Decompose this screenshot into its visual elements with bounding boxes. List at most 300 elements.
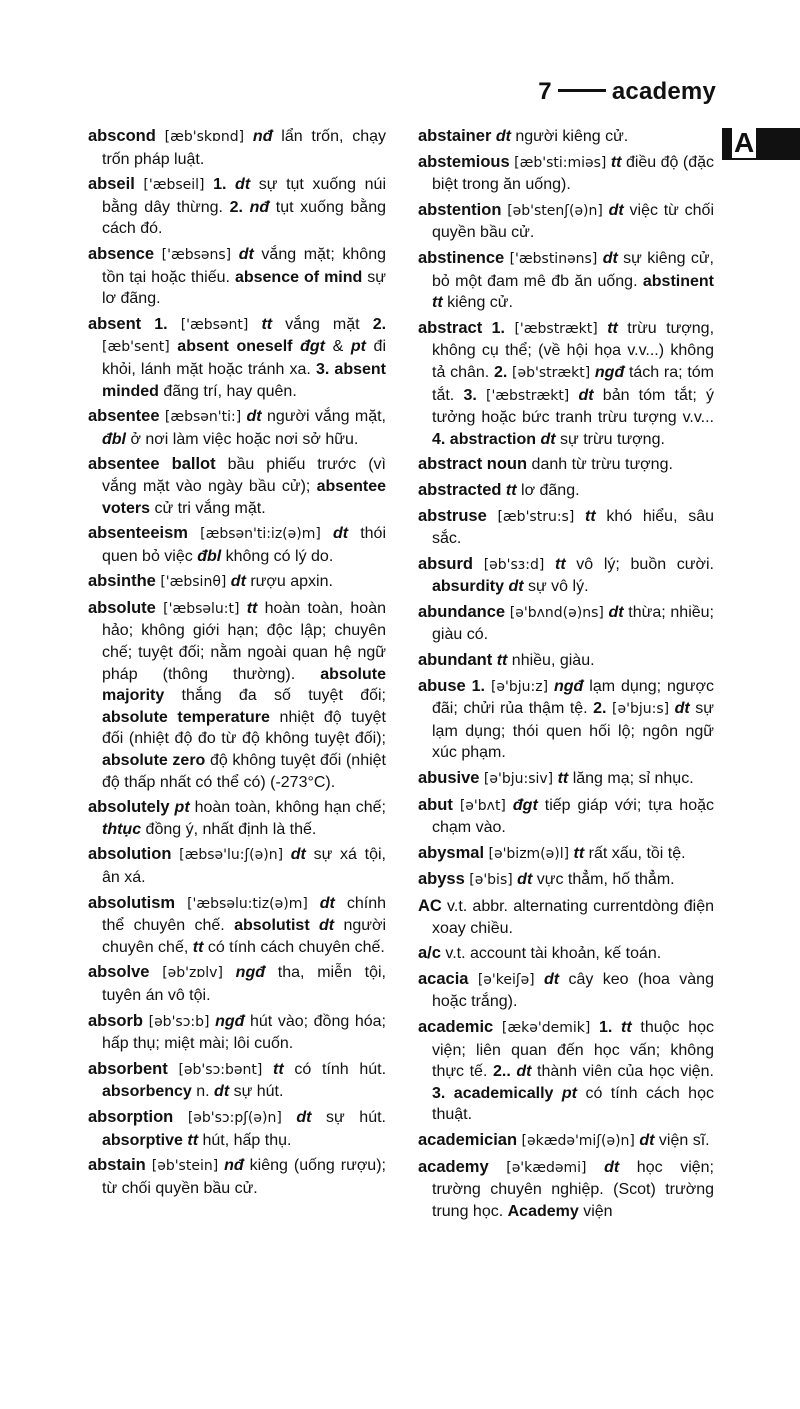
bold-term: 2.. (492, 1063, 511, 1081)
dictionary-entry (88, 797, 386, 840)
definition-text: bản tóm tắt; ý tưởng hoặc bức tranh trừu tượng v.v... (432, 386, 714, 427)
definition-text: thừa; nhiều; giàu có. (432, 603, 714, 644)
headword: academy (418, 1157, 489, 1176)
pronunciation: ['æbsinθ] (160, 574, 227, 591)
headword: absolutism (88, 893, 176, 912)
bold-term: 2. (593, 700, 607, 718)
bold-term: Academy (507, 1202, 579, 1220)
pronunciation: [əb'sɔ:bənt] (178, 1061, 263, 1078)
part-of-speech: tt (607, 319, 618, 337)
dictionary-entry (88, 1107, 386, 1151)
bold-term: absorptive (102, 1131, 183, 1149)
dictionary-entry (88, 1059, 386, 1103)
headword: abstention (418, 200, 502, 219)
bold-term: 1. (213, 176, 227, 194)
definition-text: sự kiêng cử, bỏ một đam mê đb ăn uống. (432, 249, 715, 290)
definition-text (244, 128, 253, 145)
definition-text: lăng mạ; sỉ nhục. (568, 770, 694, 788)
definition-text (223, 964, 236, 981)
headword: academic (418, 1017, 494, 1036)
definition-text (487, 508, 498, 525)
definition-text: thành viên của học viện. (531, 1063, 715, 1081)
definition-text (473, 556, 484, 573)
headword: abstract (418, 318, 483, 337)
definition-text: học viện; trường chuyên nghiệp. (Scot) trường trung học. (432, 1158, 714, 1220)
pronunciation: [ækə'demik] (501, 1019, 591, 1036)
bold-term: absolutist (234, 917, 310, 935)
pronunciation: [æb'skɒnd] (164, 129, 245, 145)
part-of-speech: tt (621, 1018, 632, 1036)
page-number: 7 (538, 78, 552, 105)
part-of-speech: dt (540, 430, 556, 448)
pronunciation: ['æbseil] (143, 177, 205, 194)
dictionary-entry (418, 768, 714, 791)
dictionary-entry (418, 1157, 714, 1223)
guide-word: academy (611, 78, 716, 105)
part-of-speech: tt (557, 770, 569, 788)
dictionary-entry (88, 406, 386, 450)
definition-text (282, 1109, 297, 1126)
definition-text (321, 525, 333, 542)
part-of-speech: tt (432, 294, 443, 312)
definition-text: cây keo (hoa vàng hoặc trắng). (432, 970, 714, 1011)
pronunciation: [æbsən'ti:] (164, 409, 242, 426)
definition-text: tách ra; tóm tắt. (432, 363, 714, 404)
definition-text (482, 320, 491, 337)
headword: abuse (418, 676, 466, 695)
pronunciation: [æb'stru:s] (497, 508, 575, 525)
pronunciation: [æbsən'ti:iz(ə)m] (200, 526, 321, 543)
definition-text: & (324, 338, 351, 356)
part-of-speech: dt (674, 700, 690, 718)
part-of-speech: tt (585, 507, 596, 525)
definition-text: sự lơ đãng. (102, 268, 386, 308)
definition-text: vực thẳm, hố thẳm. (532, 871, 675, 889)
bold-term: abstinent (642, 272, 714, 290)
headword: abscond (88, 127, 156, 145)
dictionary-entry (88, 1155, 386, 1199)
pronunciation: ['æbsəns] (161, 246, 232, 263)
dictionary-entry (418, 676, 714, 764)
headword: absurd (418, 554, 474, 573)
definition-text (598, 320, 607, 337)
part-of-speech: tt (187, 1131, 199, 1149)
bold-term: 4. abstraction (432, 430, 537, 448)
part-of-speech: dt (578, 386, 594, 404)
headword: absorb (88, 1011, 144, 1030)
headword: acacia (418, 969, 469, 988)
bold-term: absence of mind (234, 268, 363, 286)
dictionary-entry (88, 244, 386, 310)
dictionary-entry (418, 650, 714, 672)
part-of-speech: pt (174, 799, 190, 817)
dictionary-entry (418, 795, 714, 839)
definition-text: có tính cách chuyên chế. (203, 938, 385, 956)
definition-text (493, 1019, 502, 1036)
part-of-speech: ngđ (215, 1012, 245, 1030)
headword: abundance (418, 602, 506, 621)
dictionary-entry (418, 248, 714, 314)
pronunciation: ['æbstrækt] (485, 387, 570, 404)
part-of-speech: dt (639, 1131, 655, 1149)
pronunciation: ['æbstinəns] (509, 250, 598, 267)
headword: abusive (418, 769, 480, 788)
definition-text (587, 1159, 605, 1176)
definition-text (489, 1159, 507, 1176)
part-of-speech: dt (319, 894, 335, 912)
headword: absorbent (88, 1059, 168, 1078)
definition-text: sự trừu tượng. (555, 430, 665, 448)
definition-text: bầu phiếu trước (vì vắng mặt vào ngày bầu cử); (102, 456, 386, 495)
definition-text (141, 316, 154, 333)
dictionary-entry (418, 869, 714, 892)
definition-text (310, 917, 319, 934)
definition-text: lẩn trốn, chạy trốn pháp luật. (102, 128, 386, 168)
dictionary-entry (418, 318, 714, 451)
definition-text: đi khỏi, lánh mặt hoặc tránh xa. (102, 338, 387, 378)
headword: abstinence (418, 248, 505, 267)
dictionary-entry (418, 602, 714, 646)
definition-text: người chuyên chế, (102, 917, 386, 956)
part-of-speech: đbl (197, 547, 222, 565)
running-header (538, 78, 716, 106)
part-of-speech: tt (554, 555, 566, 573)
part-of-speech: tt (505, 481, 517, 499)
definition-text (612, 1019, 621, 1036)
headword: abstainer (418, 127, 492, 145)
bold-term: 2. (372, 315, 387, 333)
part-of-speech: dt (238, 245, 254, 263)
headword: abstruse (418, 506, 487, 525)
part-of-speech: tt (246, 599, 258, 617)
pronunciation: [əb'sɜ:d] (483, 556, 545, 573)
dictionary-entry (418, 200, 714, 244)
bold-term: 3. (463, 386, 477, 404)
bold-term: absorbency (102, 1083, 192, 1101)
headword: abstract noun (418, 455, 528, 474)
pronunciation: [ə'bju:siv] (483, 771, 554, 788)
definition-text (204, 176, 213, 193)
part-of-speech: ngđ (235, 964, 265, 982)
part-of-speech: dt (246, 408, 262, 426)
definition-text: có tính cách học thuật. (432, 1084, 714, 1124)
pronunciation: ['æbsənt] (180, 316, 249, 333)
pronunciation: [ə'bis] (469, 872, 513, 889)
definition-text: rất xấu, tồi tệ. (584, 844, 686, 862)
definition-text: lạm dụng; ngược đãi; chửi rủa thậm tệ. (432, 677, 714, 718)
definition-text (231, 246, 239, 263)
definition-text: đãng trí, hay quên. (158, 382, 297, 400)
definition-text: chính thể chuyên chế. (102, 894, 387, 935)
definition-text: có tính hút. (283, 1060, 387, 1078)
dictionary-entry (88, 523, 386, 567)
pronunciation: [ə'bʌnd(ə)ns] (509, 604, 604, 621)
definition-text: điều độ (đặc biệt trong ăn uống). (432, 153, 715, 194)
definition-text: viện sĩ. (654, 1131, 710, 1149)
definition-text: ở nơi làm việc hoặc nơi sở hữu. (126, 430, 359, 448)
bold-term: absentee voters (102, 477, 386, 517)
part-of-speech: đgt (300, 338, 325, 356)
definition-text (239, 600, 246, 617)
left-column (88, 126, 386, 1203)
part-of-speech: nđ (252, 128, 273, 145)
dictionary-entry (88, 571, 386, 594)
definition-text: tụt xuống bằng cách đó. (102, 198, 386, 238)
headword: abut (418, 795, 453, 814)
dictionary-entry (418, 1130, 714, 1153)
definition-text: cử tri vắng mặt. (150, 499, 266, 517)
definition-text: danh từ trừu tượng. (527, 456, 673, 474)
dictionary-entry (88, 174, 386, 240)
bold-term: 3. absent minded (102, 360, 387, 400)
definition-text (248, 316, 261, 333)
part-of-speech: tt (610, 153, 622, 171)
bold-term: 1. (599, 1018, 613, 1036)
definition-text: vắng mặt (272, 315, 373, 333)
definition-text: việc từ chối quyền bầu cử. (432, 201, 715, 242)
bold-term: 2. (493, 363, 508, 381)
definition-text: vắng mặt; không tồn tại hoặc thiếu. (102, 245, 386, 286)
part-of-speech: dt (290, 846, 306, 864)
definition-text (283, 846, 291, 863)
headword: absenteeism (88, 524, 188, 543)
pronunciation: ['æbsəlu:t] (163, 600, 240, 617)
definition-text (590, 1019, 599, 1036)
definition-text: độ không tuyệt đối (nhiệt độ thấp nhất có thể có) (-273°C). (102, 752, 386, 791)
part-of-speech: tt (496, 652, 508, 670)
tab-letter: A (734, 127, 755, 158)
part-of-speech: dt (508, 578, 524, 596)
dictionary-entry (88, 126, 386, 170)
pronunciation: [ə'keiʃə] (477, 971, 535, 988)
headword: absorption (88, 1107, 174, 1126)
definition-text: không có lý do. (221, 547, 334, 565)
pronunciation: [əb'sɔ:pʃ(ə)n] (187, 1109, 282, 1126)
headword: abstemious (418, 152, 510, 171)
pronunciation: [əb'zɒlv] (162, 965, 223, 982)
part-of-speech: dt (608, 201, 624, 219)
definition-text: vô lý; buồn cười. (565, 555, 714, 573)
part-of-speech: tt (192, 938, 204, 956)
definition-text: sự hút. (229, 1083, 284, 1101)
definition-text (308, 895, 320, 912)
definition-text (506, 797, 513, 814)
headword: absinthe (88, 572, 156, 591)
part-of-speech: dt (602, 249, 618, 267)
definition-text (553, 1085, 561, 1102)
bold-term: 3. academically (432, 1084, 554, 1102)
headword: abysmal (418, 843, 485, 862)
definition-text (149, 964, 162, 981)
dictionary-entry (88, 962, 386, 1006)
part-of-speech: dt (604, 1158, 620, 1176)
definition-text: hút, hấp thụ. (198, 1131, 292, 1149)
dictionary-entry (418, 454, 714, 476)
dictionary-entry (418, 506, 714, 550)
part-of-speech: dt (230, 573, 246, 591)
bold-term: 1. (471, 677, 485, 695)
headword: AC (418, 897, 442, 915)
definition-text (175, 895, 187, 912)
dictionary-entry (88, 893, 386, 959)
pronunciation: [ə'bʌt] (459, 797, 506, 814)
dictionary-entry (418, 1017, 714, 1126)
part-of-speech: dt (319, 917, 335, 935)
part-of-speech: dt (214, 1083, 230, 1101)
definition-text (243, 199, 250, 216)
dictionary-entry (88, 314, 386, 402)
pronunciation: [æb'sent] (102, 339, 170, 356)
definition-text (168, 316, 181, 333)
bold-term: absurdity (432, 578, 505, 596)
definition-text: viện (578, 1202, 613, 1220)
definition-text: sự tụt xuống núi bằng dây thừng. (102, 176, 386, 216)
definition-text (292, 338, 300, 355)
definition-text (168, 1061, 179, 1078)
definition-text: thói quen bỏ việc (102, 525, 386, 565)
dictionary-entry (418, 843, 714, 866)
dictionary-entry (418, 969, 714, 1013)
dictionary-entry (418, 554, 714, 598)
pronunciation: ['æbstrækt] (514, 320, 598, 337)
definition-text (477, 387, 486, 404)
part-of-speech: tt (573, 844, 585, 862)
headword: abyss (418, 870, 465, 889)
definition-text: sự xá tội, ân xá. (102, 846, 386, 886)
headword: absence (88, 244, 155, 263)
thumb-index-tab (722, 128, 800, 160)
definition-text: n. (191, 1083, 215, 1101)
dictionary-entry (418, 152, 714, 196)
headword: abundant (418, 651, 493, 670)
part-of-speech: đgt (512, 796, 538, 814)
pronunciation: [ə'kædəmi] (506, 1159, 587, 1176)
part-of-speech: pt (561, 1084, 577, 1102)
definition-text: kiêng (uống rượu); từ chối quyền bầu cử. (102, 1157, 386, 1197)
part-of-speech: dt (235, 176, 251, 194)
definition-text (535, 971, 544, 988)
part-of-speech: ngđ (554, 677, 584, 695)
pronunciation: [ə'bizm(ə)l] (488, 845, 570, 862)
pronunciation: [ə'bju:z] (490, 678, 549, 695)
pronunciation: [əb'strækt] (512, 364, 591, 381)
definition-text (574, 508, 585, 525)
part-of-speech: nđ (224, 1157, 244, 1175)
definition-text: hoàn toàn, hoàn hảo; không giới hạn; độc lập; chuyên chế; tuyệt đối; nằm ngoài quan hệ ngữ pháp (thông thường). (102, 599, 386, 683)
definition-text: khó hiểu, sâu sắc. (432, 507, 714, 548)
bold-term: 1. (491, 319, 505, 337)
definition-text: đồng ý, nhất định là thế. (141, 820, 317, 838)
bold-term: 2. (229, 198, 243, 216)
headword: absentee (88, 407, 160, 426)
definition-text (453, 797, 460, 814)
part-of-speech: dt (544, 970, 560, 988)
part-of-speech: dt (516, 1063, 532, 1081)
headword: absolve (88, 963, 150, 982)
bold-term: absolute zero (102, 752, 206, 770)
part-of-speech: dt (296, 1108, 312, 1126)
part-of-speech: dt (332, 525, 349, 543)
definition-text: kiêng cử. (442, 294, 513, 312)
headword: absolute (88, 598, 156, 617)
part-of-speech: tt (273, 1060, 284, 1078)
part-of-speech: đbl (102, 430, 126, 448)
headword: absolution (88, 845, 172, 864)
definition-text: người vắng mặt, (261, 408, 387, 426)
pronunciation: [əb'sɔ:b] (148, 1013, 210, 1030)
definition-text: thuộc học viện; liên quan đến học vấn; không thực tế. (432, 1018, 715, 1081)
headword: abseil (88, 175, 135, 194)
pronunciation: [ə'bju:s] (612, 701, 670, 718)
definition-text: hoàn toàn, không hạn chế; (189, 799, 387, 817)
definition-text: tiếp giáp với; tựa hoặc chạm vào. (432, 796, 715, 837)
part-of-speech: tt (261, 315, 273, 333)
definition-text: trừu tượng, không cụ thể; (về hội họa v.v...) không tả chân. (432, 319, 715, 381)
part-of-speech: nđ (249, 198, 270, 216)
dictionary-entry (88, 454, 386, 519)
dictionary-entry (418, 480, 714, 502)
definition-text: nhiều, giàu. (507, 652, 595, 670)
part-of-speech: thtục (102, 820, 142, 838)
definition-text: v.t. abbr. alternating currentdòng điện xoay chiều. (432, 898, 714, 937)
pronunciation: [əkædə'miʃ(ə)n] (521, 1132, 635, 1149)
pronunciation: [æbsə'lu:ʃ(ə)n] (179, 847, 284, 864)
definition-text: nhiệt độ tuyệt đối (nhiệt độ đo từ độ không tuyệt đối); (102, 708, 386, 748)
definition-text: người kiêng cử. (510, 128, 629, 145)
part-of-speech: dt (608, 603, 624, 621)
pronunciation: ['æbsəlu:tiz(ə)m] (187, 895, 308, 912)
bold-term: absent oneself (177, 338, 293, 356)
bold-term: absolute majority (102, 665, 386, 705)
dictionary-entry (418, 943, 714, 965)
dictionary-entry (418, 126, 714, 148)
dictionary-entry (418, 896, 714, 939)
dictionary-entry (88, 844, 386, 888)
definition-text: sự lạm dụng; thói quen hối lộ; ngôn ngữ xúc phạm. (432, 700, 715, 762)
definition-text (173, 1109, 188, 1126)
definition-text: thắng đa số tuyệt đối; (164, 687, 386, 705)
part-of-speech: pt (350, 338, 366, 356)
pronunciation: [əb'stenʃ(ə)n] (507, 202, 603, 219)
part-of-speech: dt (517, 871, 533, 889)
definition-text: tha, miễn tội, tuyên án vô tội. (102, 964, 386, 1004)
bold-term: absolute temperature (102, 708, 270, 726)
headword: academician (418, 1130, 518, 1149)
headword: a/c (418, 944, 441, 963)
definition-text (468, 971, 477, 988)
dictionary-entry (88, 598, 386, 793)
definition-text: sự vô lý. (523, 578, 589, 596)
headword: abstain (88, 1156, 146, 1175)
definition-text (262, 1061, 273, 1078)
definition-text (544, 556, 555, 573)
header-dash (558, 89, 606, 92)
part-of-speech: dt (495, 128, 511, 145)
headword: absent (88, 314, 142, 333)
dictionary-entry (88, 1011, 386, 1055)
headword: absolutely (88, 798, 170, 817)
part-of-speech: ngđ (594, 363, 625, 381)
definition-text: sự hút. (311, 1108, 386, 1126)
pronunciation: [æb'sti:miəs] (514, 154, 607, 171)
pronunciation: [əb'stein] (151, 1158, 219, 1175)
headword: abstracted (418, 480, 502, 499)
definition-text: lơ đãng. (516, 481, 580, 499)
right-column (418, 126, 714, 1226)
definition-text (226, 176, 235, 193)
bold-term: 1. (154, 315, 168, 333)
definition-text: v.t. account tài khoản, kế toán. (440, 945, 662, 963)
